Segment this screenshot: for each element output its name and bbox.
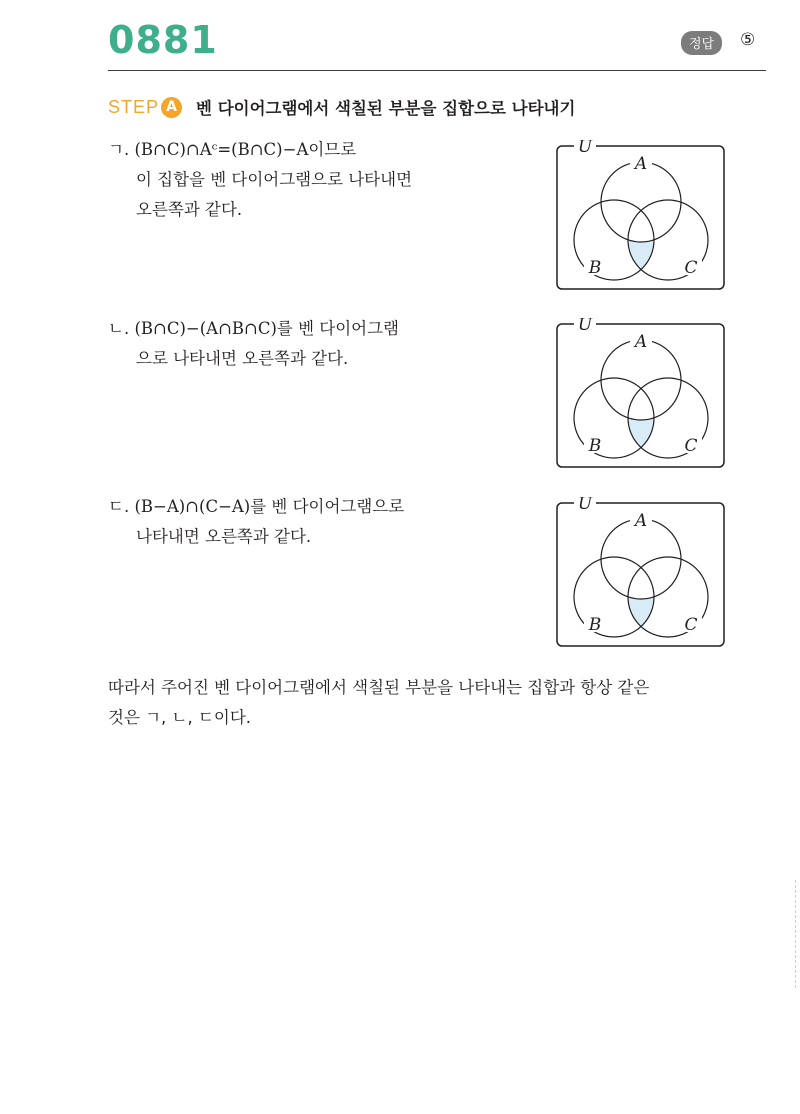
item-expression: (B∩C)−(A∩B∩C) <box>134 319 277 338</box>
header-divider <box>108 70 766 71</box>
item-digeut <box>108 492 404 552</box>
label-a: A <box>634 332 648 352</box>
venn-svg <box>556 497 726 649</box>
venn-svg <box>556 140 726 292</box>
label-u: U <box>577 497 593 514</box>
label-u: U <box>577 140 593 157</box>
conclusion <box>108 673 748 733</box>
step-title: 벤 다이어그램에서 색칠된 부분을 집합으로 나타내기 <box>196 99 576 118</box>
item-text: 오른쪽과 같다. <box>136 200 243 219</box>
answer-value: ⑤ <box>740 30 756 50</box>
step-heading <box>108 94 575 120</box>
item-text: 를 벤 다이어그램으로 <box>250 497 405 516</box>
venn-diagram-3 <box>556 497 726 649</box>
conclusion-line: 따라서 주어진 벤 다이어그램에서 색칠된 부분을 나타내는 집합과 항상 같은 <box>108 678 650 697</box>
item-marker: ㄴ. <box>108 319 130 338</box>
item-text: 이 집합을 벤 다이어그램으로 나타내면 <box>136 170 413 189</box>
venn-svg <box>556 318 726 470</box>
label-u: U <box>577 318 593 335</box>
problem-number: 0881 <box>108 18 218 62</box>
label-c: C <box>684 436 698 456</box>
label-a: A <box>634 154 648 174</box>
item-text: 나타내면 오른쪽과 같다. <box>136 527 312 546</box>
venn-diagram-2 <box>556 318 726 470</box>
label-c: C <box>684 258 698 278</box>
item-giyeok <box>108 135 412 225</box>
label-c: C <box>684 615 698 635</box>
item-text: 으로 나타내면 오른쪽과 같다. <box>136 349 349 368</box>
page-edge-rule <box>795 880 796 988</box>
venn-diagram-1 <box>556 140 726 292</box>
answer-badge: 정답 <box>681 31 722 55</box>
label-a: A <box>634 511 648 531</box>
item-text: 이므로 <box>308 140 357 159</box>
item-expression: (B∩C)∩Aᶜ=(B∩C)−A <box>134 140 309 159</box>
item-marker: ㄱ. <box>108 140 130 159</box>
label-b: B <box>588 436 602 456</box>
step-letter-badge: A <box>161 97 182 118</box>
label-b: B <box>588 258 602 278</box>
item-text: 를 벤 다이어그램 <box>276 319 399 338</box>
item-nieun <box>108 314 399 374</box>
step-label: STEP <box>108 96 160 117</box>
conclusion-line: 것은 ㄱ, ㄴ, ㄷ이다. <box>108 708 252 727</box>
item-expression: (B−A)∩(C−A) <box>134 497 251 516</box>
item-marker: ㄷ. <box>108 497 130 516</box>
label-b: B <box>588 615 602 635</box>
